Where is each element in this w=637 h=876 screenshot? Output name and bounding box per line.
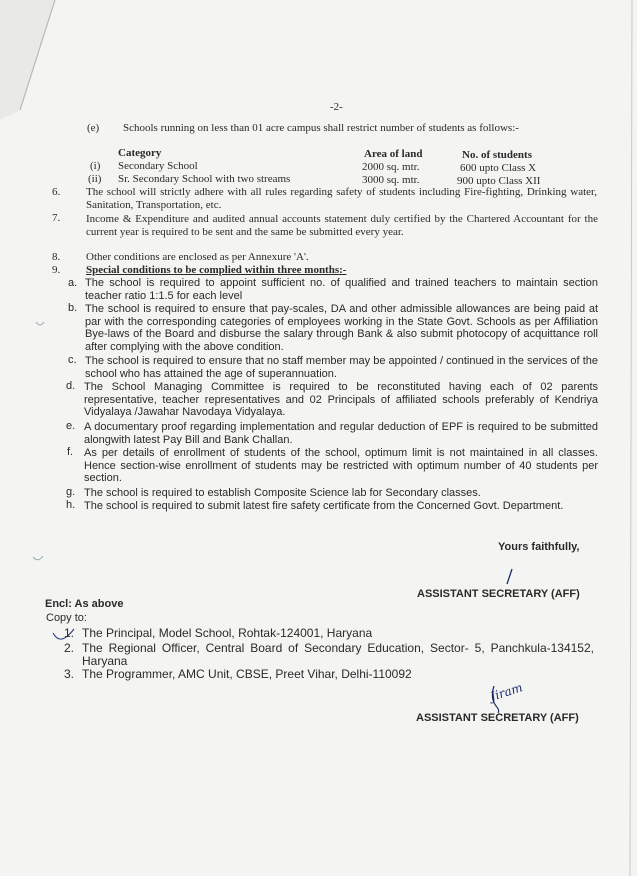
sub-item-text: The School Managing Committee is required to be reconstituted having each of 02 parents representative, teacher representatives and 02 Principals of affiliated schools preferably of Kendriya Vidyalaya /Jawahar Navodaya Vidyalaya.	[84, 381, 598, 418]
copy-number: 1.	[64, 626, 75, 640]
sub-item-letter: e.	[66, 420, 76, 432]
signature-stroke-icon	[486, 684, 526, 714]
header-area: Area of land	[364, 148, 423, 160]
header-students: No. of students	[462, 149, 532, 161]
signature-mark-icon	[500, 567, 520, 587]
copy-to-label: Copy to:	[46, 612, 87, 624]
clause-marker: (e)	[87, 122, 100, 134]
item-text: Other conditions are enclosed as per Annexure 'A'.	[86, 251, 309, 263]
closing-salutation: Yours faithfully,	[498, 541, 580, 553]
row-students: 600 upto Class X	[460, 162, 537, 174]
sub-item-letter: g.	[66, 486, 76, 498]
row-area: 2000 sq. mtr.	[362, 161, 420, 173]
sub-item-text: The school is required to ensure that pay-scales, DA and other admissible allowances are being paid at par with the corresponding categories of employees working in the State Govt. Schools as per Affiliation Bye-laws of the Board and disburse the salary through Bank & also submit photocopy of acquittance roll after complying with the above condition.	[85, 303, 598, 353]
row-area: 3000 sq. mtr.	[362, 174, 420, 186]
signatory-title: ASSISTANT SECRETARY (AFF)	[417, 588, 580, 600]
sub-item-text: As per details of enrollment of students of the school, optimum limit is not maintained in all classes. Hence section-wise enrollment of students may be restricted with optimum number of 40 students per section.	[84, 447, 598, 484]
item-number: 7.	[52, 212, 61, 224]
copy-recipient: The Principal, Model School, Rohtak-124001, Haryana	[82, 626, 373, 640]
sub-item-text: The school is required to establish Composite Science lab for Secondary classes.	[84, 487, 481, 499]
header-category: Category	[118, 147, 162, 159]
copy-recipient: The Regional Officer, Central Board of Secondary Education, Sector- 5, Panchkula-134152, Haryana	[82, 641, 594, 668]
row-category: Sr. Secondary School with two streams	[118, 173, 291, 185]
sub-item-text: The school is required to appoint sufficient no. of qualified and trained teachers to maintain section teacher ratio 1:1.5 for each level	[85, 277, 598, 302]
handwritten-signature: Jiram	[488, 680, 525, 704]
item-number: 8.	[52, 251, 61, 263]
sub-item-letter: b.	[68, 302, 78, 314]
sub-item-text: The school is required to ensure that no staff member may be appointed / continued in the services of the school who has attained the age of superannuation.	[85, 355, 598, 380]
copy-recipient: The Programmer, AMC Unit, CBSE, Preet Vihar, Delhi-110092	[82, 667, 412, 681]
clause-e-sentence: Schools running on less than 01 acre campus shall restrict number of students as follows:-	[123, 122, 519, 134]
sub-item-letter: a.	[68, 277, 78, 289]
sub-item-letter: f.	[67, 446, 74, 458]
row-num: (ii)	[88, 173, 102, 185]
copy-number: 3.	[64, 667, 75, 681]
sub-item-letter: d.	[66, 380, 76, 392]
clause-e-text	[123, 122, 599, 134]
item-number: 6.	[52, 186, 61, 198]
row-students: 900 upto Class XII	[457, 175, 541, 187]
row-category: Secondary School	[118, 160, 198, 172]
item-text: Income & Expenditure and audited annual accounts statement duly certified by the Chartered Accountant for the current year is required to be sent and the same be submitted every year.	[86, 213, 598, 238]
row-num: (i)	[90, 160, 101, 172]
item-number: 9.	[52, 264, 61, 276]
sub-item-text: A documentary proof regarding implementation and regular deduction of EPF is required to be submitted alongwith latest Pay Bill and Bank Challan.	[84, 421, 598, 446]
item-text: The school will strictly adhere with all rules regarding safety of students including Fire-fighting, Drinking water, Sanitation, Transportation, etc.	[86, 186, 597, 211]
sub-item-letter: c.	[68, 354, 77, 366]
sub-item-letter: h.	[66, 499, 76, 511]
signatory-title-2: ASSISTANT SECRETARY (AFF)	[416, 712, 579, 724]
page-number: -2-	[330, 101, 343, 113]
sub-item-text: The school is required to submit latest fire safety certificate from the Concerned Govt. Department.	[84, 500, 564, 512]
special-conditions-heading: Special conditions to be complied within three months:-	[86, 264, 347, 276]
copy-number: 2.	[64, 641, 75, 655]
enclosure-note: Encl: As above	[45, 598, 124, 610]
